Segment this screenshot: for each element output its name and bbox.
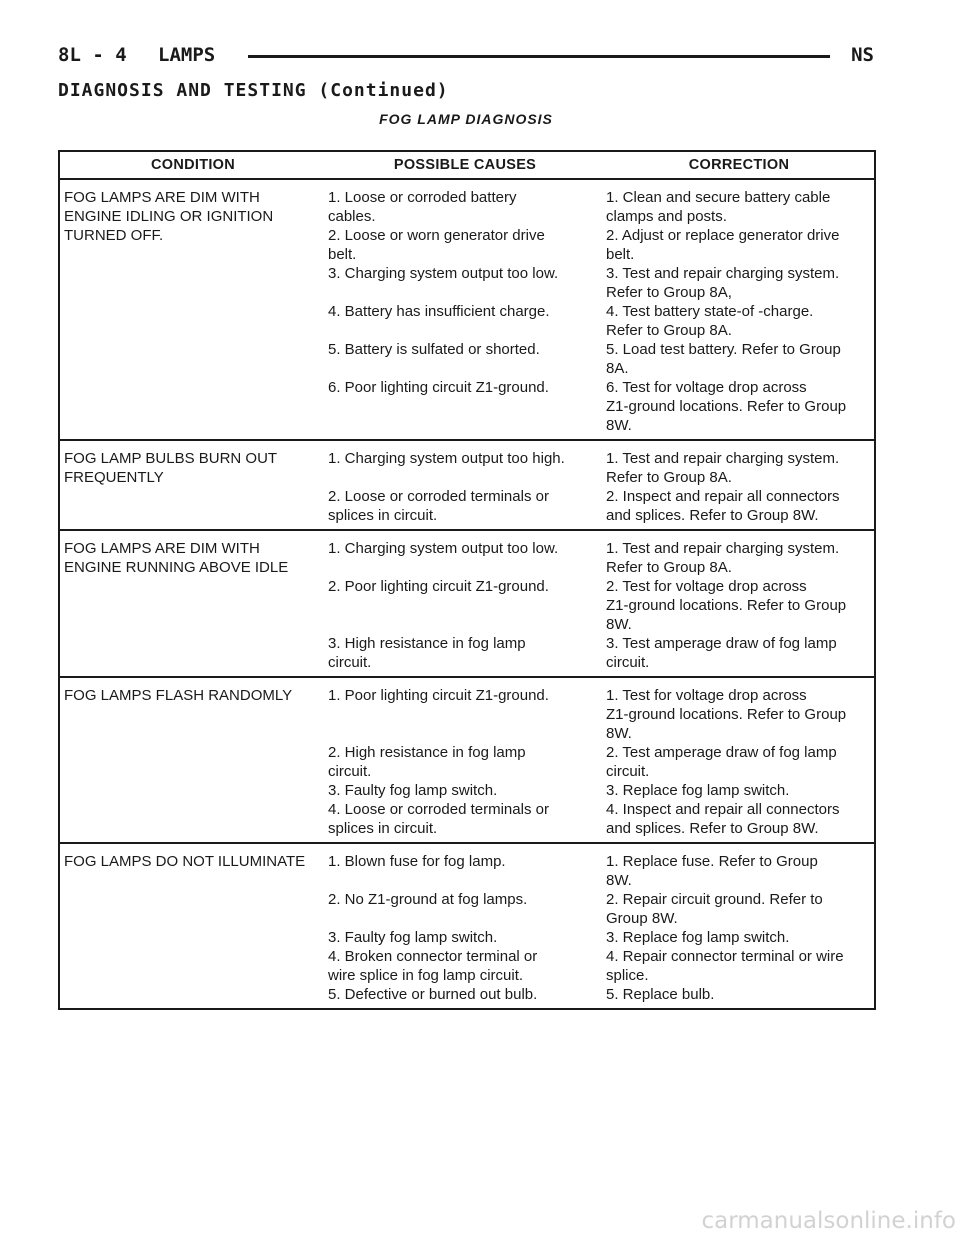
correction-cell: 5. Load test battery. Refer to Group 8A. [606, 341, 841, 377]
cause-cell: 3. Charging system output too low. [328, 265, 559, 282]
table-row [326, 634, 874, 672]
correction-cell: 1. Test and repair charging system. Refer to Group 8A. [606, 450, 840, 486]
correction-cell: 3. Replace fog lamp switch. [606, 929, 790, 946]
condition-group [60, 531, 874, 678]
correction-cell: 6. Test for voltage drop across Z1-ground locations. Refer to Group 8W. [606, 379, 847, 434]
cause-correction-list [326, 188, 874, 435]
correction-cell: 1. Test and repair charging system. Refer to Group 8A. [606, 540, 840, 576]
cause-cell: 1. Loose or corroded battery cables. [328, 189, 517, 225]
correction-cell: 3. Test and repair charging system. Refer to Group 8A, [606, 265, 840, 301]
correction-cell: 1. Replace fuse. Refer to Group 8W. [606, 853, 818, 889]
table-row [326, 577, 874, 634]
condition-cell: FOG LAMPS FLASH RANDOMLY [64, 687, 293, 704]
page-header [58, 44, 874, 70]
section-subtitle: DIAGNOSIS AND TESTING (Continued) [58, 80, 449, 101]
table-row [326, 947, 874, 985]
cause-cell: 1. Poor lighting circuit Z1-ground. [328, 687, 549, 704]
cause-correction-list [326, 539, 874, 672]
cause-correction-list [326, 686, 874, 838]
condition-cell: FOG LAMPS DO NOT ILLUMINATE [64, 853, 306, 870]
cause-cell: 4. Loose or corroded terminals or splices in circuit. [328, 801, 549, 837]
condition-group [60, 441, 874, 531]
diagnosis-table [58, 150, 876, 1010]
condition-cell: FOG LAMP BULBS BURN OUT FREQUENTLY [64, 450, 278, 486]
table-row [326, 264, 874, 302]
correction-cell: 2. Test amperage draw of fog lamp circuit. [606, 744, 837, 780]
column-header-correction: CORRECTION [688, 157, 790, 173]
cause-cell: 2. Poor lighting circuit Z1-ground. [328, 578, 549, 595]
correction-cell: 2. Inspect and repair all connectors and splices. Refer to Group 8W. [606, 488, 840, 524]
correction-cell: 3. Replace fog lamp switch. [606, 782, 790, 799]
table-row [326, 302, 874, 340]
column-header-causes: POSSIBLE CAUSES [393, 157, 537, 173]
cause-cell: 3. Faulty fog lamp switch. [328, 929, 498, 946]
table-row [326, 449, 874, 487]
model-code: NS [843, 44, 874, 66]
correction-cell: 4. Test battery state-of -charge. Refer to Group 8A. [606, 303, 814, 339]
cause-cell: 3. Faulty fog lamp switch. [328, 782, 498, 799]
table-row [326, 686, 874, 743]
cause-cell: 1. Charging system output too low. [328, 540, 559, 557]
table-body [60, 180, 874, 1008]
correction-cell: 2. Test for voltage drop across Z1-ground locations. Refer to Group 8W. [606, 578, 847, 633]
cause-cell: 5. Defective or burned out bulb. [328, 986, 538, 1003]
column-header-condition: CONDITION [150, 157, 236, 173]
table-header [60, 152, 874, 180]
cause-cell: 1. Charging system output too high. [328, 450, 565, 467]
condition-group [60, 180, 874, 441]
table-row [326, 340, 874, 378]
cause-cell: 4. Broken connector terminal or wire splice in fog lamp circuit. [328, 948, 538, 984]
correction-cell: 1. Test for voltage drop across Z1-ground locations. Refer to Group 8W. [606, 687, 847, 742]
condition-cell: FOG LAMPS ARE DIM WITH ENGINE RUNNING ABOVE IDLE [64, 540, 289, 576]
cause-cell: 2. No Z1-ground at fog lamps. [328, 891, 528, 908]
table-row [326, 852, 874, 890]
condition-group [60, 678, 874, 844]
correction-cell: 5. Replace bulb. [606, 986, 715, 1003]
condition-cell: FOG LAMPS ARE DIM WITH ENGINE IDLING OR IGNITION TURNED OFF. [64, 189, 274, 244]
table-row [326, 539, 874, 577]
cause-correction-list [326, 449, 874, 525]
correction-cell: 2. Adjust or replace generator drive belt. [606, 227, 840, 263]
table-title: FOG LAMP DIAGNOSIS [379, 111, 553, 127]
table-row [326, 743, 874, 781]
condition-group [60, 844, 874, 1008]
cause-cell: 2. Loose or corroded terminals or splices in circuit. [328, 488, 549, 524]
cause-cell: 2. High resistance in fog lamp circuit. [328, 744, 526, 780]
cause-cell: 1. Blown fuse for fog lamp. [328, 853, 506, 870]
table-row [326, 487, 874, 525]
cause-cell: 5. Battery is sulfated or shorted. [328, 341, 540, 358]
correction-cell: 4. Inspect and repair all connectors and splices. Refer to Group 8W. [606, 801, 840, 837]
cause-cell: 3. High resistance in fog lamp circuit. [328, 635, 526, 671]
section-name: LAMPS [158, 44, 216, 66]
table-row [326, 378, 874, 435]
table-row [326, 800, 874, 838]
correction-cell: 3. Test amperage draw of fog lamp circuit. [606, 635, 837, 671]
cause-cell: 2. Loose or worn generator drive belt. [328, 227, 545, 263]
cause-cell: 4. Battery has insufficient charge. [328, 303, 550, 320]
table-row [326, 226, 874, 264]
correction-cell: 1. Clean and secure battery cable clamps and posts. [606, 189, 831, 225]
table-row [326, 781, 874, 800]
table-row [326, 188, 874, 226]
correction-cell: 2. Repair circuit ground. Refer to Group 8W. [606, 891, 823, 927]
correction-cell: 4. Repair connector terminal or wire splice. [606, 948, 844, 984]
table-row [326, 928, 874, 947]
cause-correction-list [326, 852, 874, 1004]
page-number: 8L - 4 [58, 44, 127, 66]
header-rule [248, 55, 830, 58]
table-row [326, 985, 874, 1004]
cause-cell: 6. Poor lighting circuit Z1-ground. [328, 379, 549, 396]
watermark: carmanualsonline.info [701, 1208, 956, 1234]
table-row [326, 890, 874, 928]
